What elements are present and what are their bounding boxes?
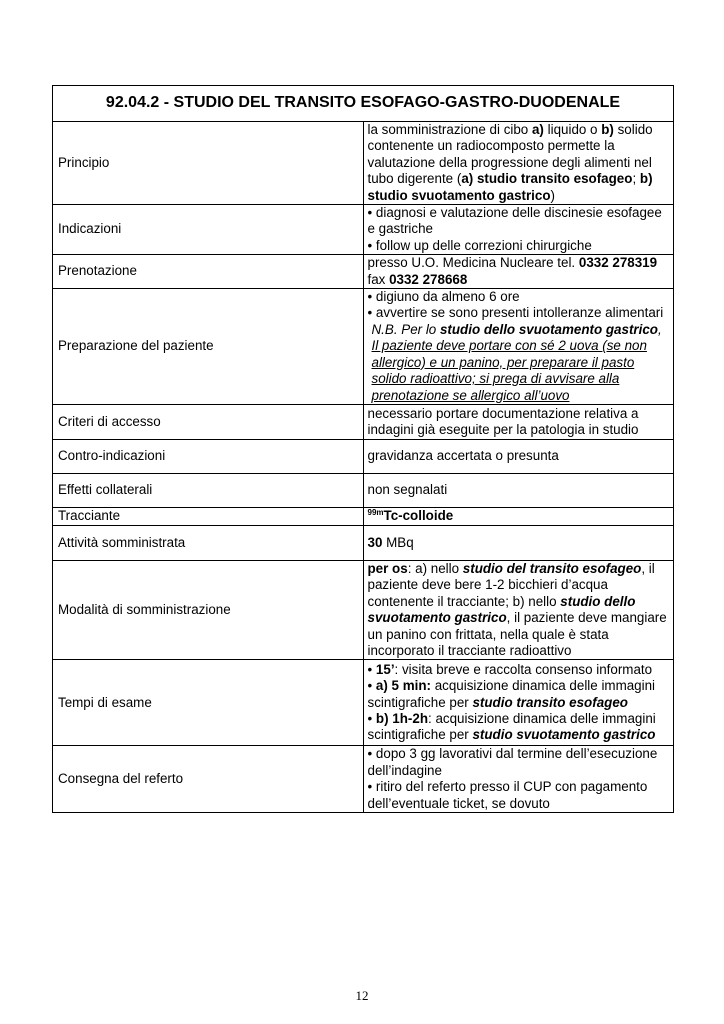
label-attivita: Attività somministrata — [53, 525, 364, 560]
preparazione-item-1: • digiuno da almeno 6 ore — [368, 289, 670, 305]
principio-bold-4: b) studio svuotamento gastrico — [367, 171, 653, 203]
label-indicazioni: Indicazioni — [53, 205, 364, 255]
value-preparazione — [363, 289, 674, 405]
row-principio — [53, 122, 674, 205]
modalita-text-2: , il paziente deve bere 1-2 bicchieri d’acqua contenente il tracciante; b) nello — [367, 560, 655, 609]
value-effetti: non segnalati — [363, 473, 674, 507]
row-tempi — [53, 660, 674, 746]
label-prenotazione: Prenotazione — [53, 255, 364, 289]
indicazioni-item-2: • follow up delle correzioni chirurgiche — [368, 238, 670, 254]
consegna-item-1: • dopo 3 gg lavorativi dal termine dell’esecuzione dell’indagine — [368, 746, 670, 779]
row-indicazioni — [53, 205, 674, 255]
value-tempi — [363, 660, 674, 746]
tempi-item-3-text: : acquisizione dinamica delle immagini scintigrafiche per — [367, 711, 656, 743]
tempi-item-3-bold: b) 1h-2h — [375, 711, 428, 727]
tempi-item-2-text: acquisizione dinamica delle immagini scintigrafiche per — [367, 678, 656, 710]
row-modalita — [53, 560, 674, 659]
row-preparazione — [53, 289, 674, 405]
preparazione-note — [368, 322, 670, 404]
label-criteri: Criteri di accesso — [53, 404, 364, 439]
modalita-bold-1: per os — [367, 560, 408, 576]
tracer-name: Tc-colloide — [383, 508, 454, 524]
row-consegna — [53, 746, 674, 813]
principio-bold-1: a) — [531, 122, 544, 137]
value-controindicazioni: gravidanza accertata o presunta — [363, 439, 674, 473]
tempi-item-1 — [368, 662, 670, 678]
label-principio: Principio — [53, 122, 364, 205]
page-number: 12 — [355, 988, 369, 1003]
tempi-item-3-bold-italic: studio svuotamento gastrico — [472, 727, 656, 743]
title-row — [53, 86, 674, 122]
modalita-text-1: : a) nello — [407, 560, 463, 576]
indicazioni-item-1: • diagnosi e valutazione delle discinesie esofagee e gastriche — [368, 205, 670, 238]
tempi-item-2 — [368, 678, 670, 711]
label-preparazione: Preparazione del paziente — [53, 289, 364, 405]
note-bold: studio dello svuotamento gastrico — [439, 321, 658, 337]
row-tracciante — [53, 507, 674, 525]
value-attivita — [363, 525, 674, 560]
note-separator: , — [657, 321, 662, 337]
tempi-item-2-bold: a) 5 min: — [375, 678, 431, 694]
value-criteri: necessario portare documentazione relativa a indagini già eseguite per la patologia in studio — [363, 404, 674, 439]
modalita-bold-italic-1: studio del transito esofageo — [462, 560, 642, 576]
principio-bold-3: a) studio transito esofageo — [461, 171, 633, 187]
label-controindicazioni: Contro-indicazioni — [53, 439, 364, 473]
value-prenotazione — [363, 255, 674, 289]
tempi-item-2-bold-italic: studio transito esofageo — [472, 694, 628, 710]
row-prenotazione — [53, 255, 674, 289]
row-attivita — [53, 525, 674, 560]
exam-info-table — [52, 85, 674, 813]
label-modalita: Modalità di somministrazione — [53, 560, 364, 659]
principio-text-3: solido contenente un radiocomposto permette la valutazione della progressione degli alimenti nel tubo digerente ( — [367, 122, 653, 187]
value-principio — [363, 122, 674, 205]
activity-unit: MBq — [382, 534, 414, 550]
row-criteri — [53, 404, 674, 439]
principio-text-1: la somministrazione di cibo — [367, 122, 532, 137]
prenotazione-text-2: fax — [367, 271, 390, 287]
label-tempi: Tempi di esame — [53, 660, 364, 746]
consegna-item-2: • ritiro del referto presso il CUP con pagamento dell’eventuale ticket, se dovuto — [368, 779, 670, 812]
principio-text-2: liquido o — [543, 122, 602, 137]
label-consegna: Consegna del referto — [53, 746, 364, 813]
note-underlined: Il paziente deve portare con sé 2 uova (se non allergico) e un panino, per preparare il pasto solido radioattivo; si prega di avvisare alla prenotazione se allergico all’uovo — [371, 338, 647, 403]
tempi-item-1-text: : visita breve e raccolta consenso informato — [394, 661, 653, 677]
fax-number: 0332 278668 — [389, 271, 468, 287]
principio-text-5: ) — [550, 187, 555, 203]
document-title: 92.04.2 - STUDIO DEL TRANSITO ESOFAGO-GASTRO-DUODENALE — [53, 86, 674, 122]
value-modalita — [363, 560, 674, 659]
activity-value: 30 — [367, 534, 383, 550]
value-tracciante — [363, 507, 674, 525]
label-effetti: Effetti collaterali — [53, 473, 364, 507]
isotope-superscript: 99m — [367, 508, 384, 518]
tempi-item-1-bold: 15’ — [375, 661, 395, 677]
row-effetti — [53, 473, 674, 507]
row-controindicazioni — [53, 439, 674, 473]
note-prefix: N.B. Per lo — [371, 321, 440, 337]
value-consegna — [363, 746, 674, 813]
principio-text-4: ; — [632, 171, 640, 187]
value-indicazioni — [363, 205, 674, 255]
preparazione-item-2: • avvertire se sono presenti intolleranze alimentari — [368, 305, 670, 321]
prenotazione-text-1: presso U.O. Medicina Nucleare tel. — [367, 255, 579, 271]
modalita-text-3: , il paziente deve mangiare un panino con frittata, nella quale è stata incorporato il tracciante radioattivo — [367, 610, 667, 658]
principio-bold-2: b) — [601, 122, 614, 137]
label-tracciante: Tracciante — [53, 507, 364, 525]
tempi-item-3 — [368, 711, 670, 744]
phone-number: 0332 278319 — [578, 255, 658, 271]
modalita-bold-italic-2: studio dello svuotamento gastrico — [367, 593, 636, 626]
